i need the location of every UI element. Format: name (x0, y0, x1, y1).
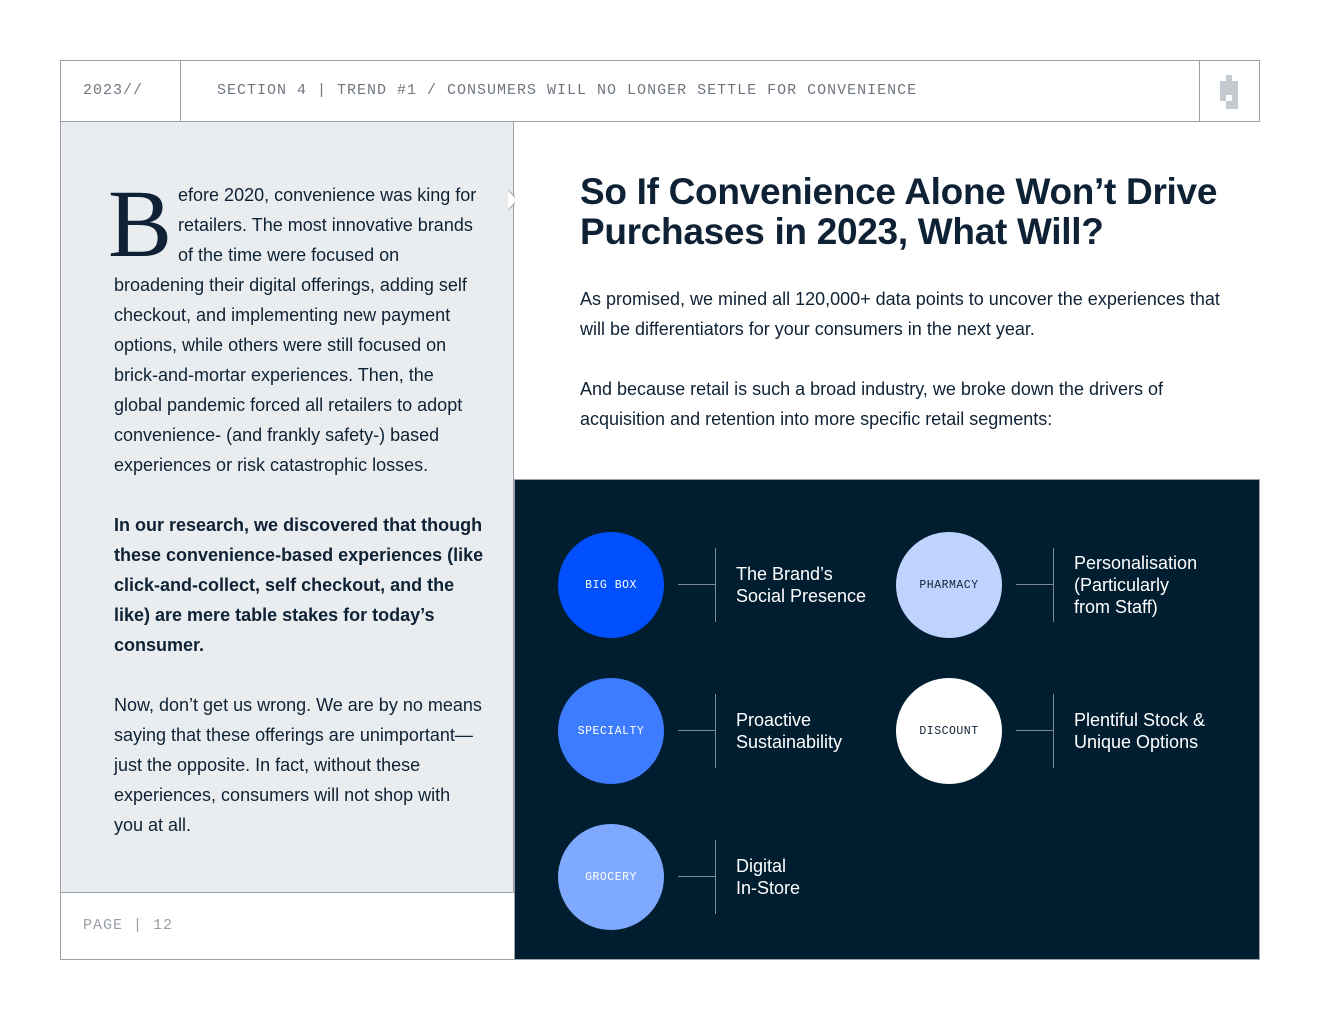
page-headline: So If Convenience Alone Won’t Drive Purchases in 2023, What Will? (580, 171, 1218, 252)
connector-bracket (1053, 694, 1054, 768)
intro-paragraph (108, 170, 484, 480)
connector-line (678, 584, 716, 585)
right-intro-panel (515, 122, 1260, 479)
segments-panel (514, 479, 1260, 960)
segment-pharmacy (896, 532, 1226, 638)
segment-big-box (558, 532, 888, 638)
page-number: PAGE | 12 (83, 917, 174, 934)
right-intro-text (580, 284, 1220, 464)
connector-bracket (715, 548, 716, 622)
connector-bracket (715, 694, 716, 768)
segment-specialty (558, 678, 888, 784)
page-footer (61, 892, 515, 959)
segment-driver: Personalisation (Particularly from Staff) (1074, 553, 1198, 617)
page-frame (60, 60, 1260, 960)
research-finding-paragraph: In our research, we discovered that though these convenience-based experiences (like click-and-collect, self checkout, and the like) are mere table stakes for today’s consumer. (114, 515, 484, 655)
segment-driver: Digital In-Store (736, 856, 801, 898)
intro-paragraph-text: efore 2020, convenience was king for retailers. The most innovative brands of the time were focused on broadening their digital offerings, adding self checkout, and implementing new payment options, while others were still focused on brick-and-mortar experiences. Then, the global pandemic forced all retailers to adopt convenience- (and frankly safety-) based experiences or risk catastrophic losses. (114, 185, 477, 475)
segment-driver: Proactive Sustainability (736, 710, 843, 752)
segment-driver: The Brand’s Social Presence (736, 564, 867, 606)
segment-grocery (558, 824, 888, 930)
segment-circle: GROCERY (558, 824, 664, 930)
segment-driver: Plentiful Stock & Unique Options (1074, 710, 1206, 752)
segment-circle: PHARMACY (896, 532, 1002, 638)
segment-circle: SPECIALTY (558, 678, 664, 784)
segment-discount (896, 678, 1226, 784)
drop-cap: B (108, 170, 173, 277)
connector-bracket (715, 840, 716, 914)
connector-bracket (1053, 548, 1054, 622)
brand-logo-icon (1200, 61, 1260, 121)
header-logo-cell (1199, 61, 1259, 121)
left-column (61, 122, 514, 892)
segment-circle: BIG BOX (558, 532, 664, 638)
connector-line (1016, 584, 1054, 585)
intro-segments-paragraph: And because retail is such a broad industry, we broke down the drivers of acquisition and retention into more specific retail segments: (580, 379, 1163, 429)
left-body-text (108, 170, 484, 870)
connector-line (1016, 730, 1054, 731)
clarification-paragraph: Now, don’t get us wrong. We are by no means saying that these offerings are unimportant—just the opposite. In fact, without these experiences, consumers will not shop with you at all. (114, 695, 482, 835)
connector-line (678, 876, 716, 877)
header-section-title: SECTION 4 | TREND #1 / CONSUMERS WILL NO LONGER SETTLE FOR CONVENIENCE (217, 82, 918, 99)
intro-data-paragraph: As promised, we mined all 120,000+ data points to uncover the experiences that will be differentiators for your consumers in the next year. (580, 289, 1220, 339)
header-year: 2023// (61, 61, 181, 121)
segment-circle: DISCOUNT (896, 678, 1002, 784)
connector-line (678, 730, 716, 731)
